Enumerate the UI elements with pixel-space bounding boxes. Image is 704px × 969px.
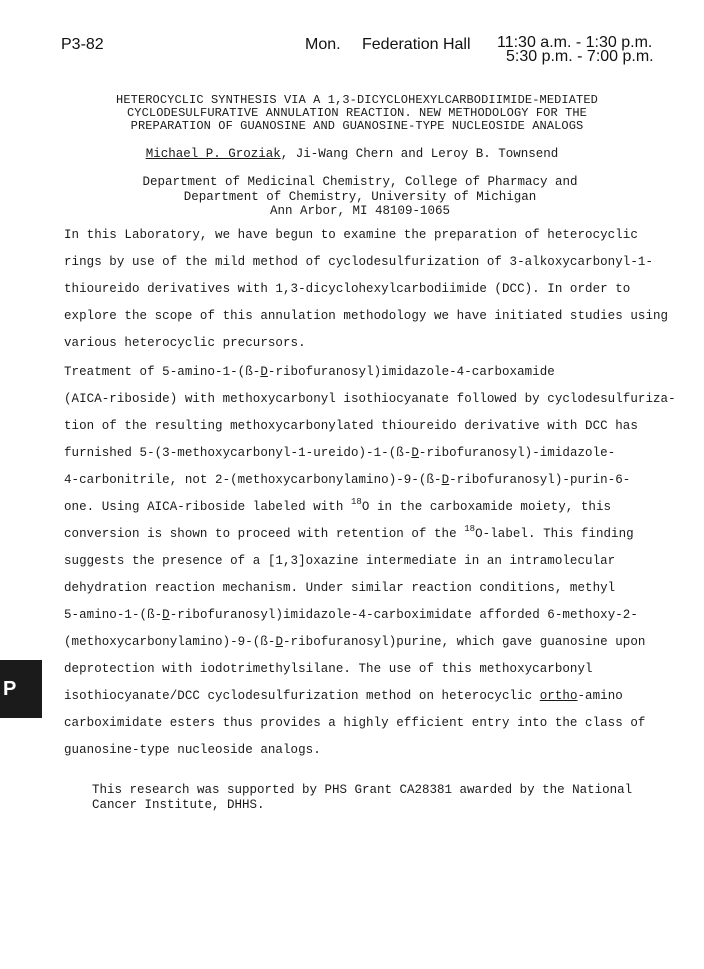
acknowledgement (92, 783, 682, 812)
paragraph-line: conversion is shown to proceed with retention of the $^{18}$O-label. This finding (64, 524, 634, 541)
paragraph-line: suggests the presence of a [1,3]oxazine intermediate in an intramolecular (64, 554, 616, 568)
affiliation (100, 175, 620, 219)
paragraph-line: guanosine-type nucleoside analogs. (64, 743, 321, 757)
acknowledgement-line: This research was supported by PHS Grant CA28381 awarded by the National (92, 783, 633, 797)
abstract-title (92, 94, 622, 133)
affiliation-line: Department of Chemistry, University of Michigan (183, 189, 537, 204)
session-venue: Federation Hall (362, 36, 471, 53)
paragraph-line: isothiocyanate/DCC cyclodesulfurization method on heterocyclic ortho-amino (64, 689, 623, 703)
paragraph-line: Treatment of 5-amino-1-(ß-D-ribofuranosyl)imidazole-4-carboxamide (64, 365, 555, 379)
paragraph-line: 5-amino-1-(ß-D-ribofuranosyl)imidazole-4-carboximidate afforded 6-methoxy-2- (64, 608, 638, 622)
author-list (0, 147, 704, 161)
session-time-1: 11:30 a.m. - 1:30 p.m. (497, 34, 653, 51)
paragraph-line: 4-carbonitrile, not 2-(methoxycarbonylamino)-9-(ß-D-ribofuranosyl)-purin-6- (64, 473, 631, 487)
paragraph-line: dehydration reaction mechanism. Under similar reaction conditions, methyl (64, 581, 616, 595)
paragraph-line: carboximidate esters thus provides a highly efficient entry into the class of (64, 716, 646, 730)
acknowledgement-line: Cancer Institute, DHHS. (92, 797, 265, 812)
affiliation-line: Department of Medicinal Chemistry, College of Pharmacy and (142, 175, 578, 189)
presenting-author: Michael P. Groziak (145, 147, 281, 161)
section-tab (0, 660, 42, 718)
isotope-superscript: 18 (350, 497, 362, 507)
paragraph-line: (methoxycarbonylamino)-9-(ß-D-ribofuranosyl)purine, which gave guanosine upon (64, 635, 646, 649)
poster-code: P3-82 (61, 36, 104, 53)
paragraph-line: explore the scope of this annulation methodology we have initiated studies using (64, 309, 669, 323)
abstract-paragraph-1 (64, 222, 670, 357)
session-time-2: 5:30 p.m. - 7:00 p.m. (506, 48, 654, 65)
co-authors: , Ji-Wang Chern and Leroy B. Townsend (280, 147, 559, 161)
paragraph-line: various heterocyclic precursors. (64, 336, 306, 350)
paragraph-line: one. Using AICA-riboside labeled with $^{18}$O in the carboxamide moiety, this (64, 497, 612, 514)
section-tab-label: P (3, 677, 17, 700)
paragraph-line: furnished 5-(3-methoxycarbonyl-1-ureido)-1-(ß-D-ribofuranosyl)-imidazole- (64, 446, 616, 460)
session-day: Mon. (305, 36, 341, 53)
affiliation-line: Ann Arbor, MI 48109-1065 (269, 204, 451, 218)
paragraph-line: deprotection with iodotrimethylsilane. The use of this methoxycarbonyl (64, 662, 593, 676)
abstract-paragraph-2 (64, 359, 676, 764)
paragraph-line: rings by use of the mild method of cyclodesulfurization of 3-alkoxycarbonyl-1- (64, 255, 653, 269)
paragraph-line: In this Laboratory, we have begun to examine the preparation of heterocyclic (64, 228, 638, 242)
title-line: PREPARATION OF GUANOSINE AND GUANOSINE-TYPE NUCLEOSIDE ANALOGS (130, 119, 584, 133)
title-line: HETEROCYCLIC SYNTHESIS VIA A 1,3-DICYCLOHEXYLCARBODIIMIDE-MEDIATED (116, 93, 598, 107)
isotope-superscript: 18 (464, 524, 476, 534)
paragraph-line: (AICA-riboside) with methoxycarbonyl isothiocyanate followed by cyclodesulfuriza- (64, 392, 676, 406)
paragraph-line: tion of the resulting methoxycarbonylated thioureido derivative with DCC has (64, 419, 638, 433)
paragraph-line: thioureido derivatives with 1,3-dicyclohexylcarbodiimide (DCC). In order to (64, 282, 631, 296)
title-line: CYCLODESULFURATIVE ANNULATION REACTION. NEW METHODOLOGY FOR THE (127, 106, 587, 120)
